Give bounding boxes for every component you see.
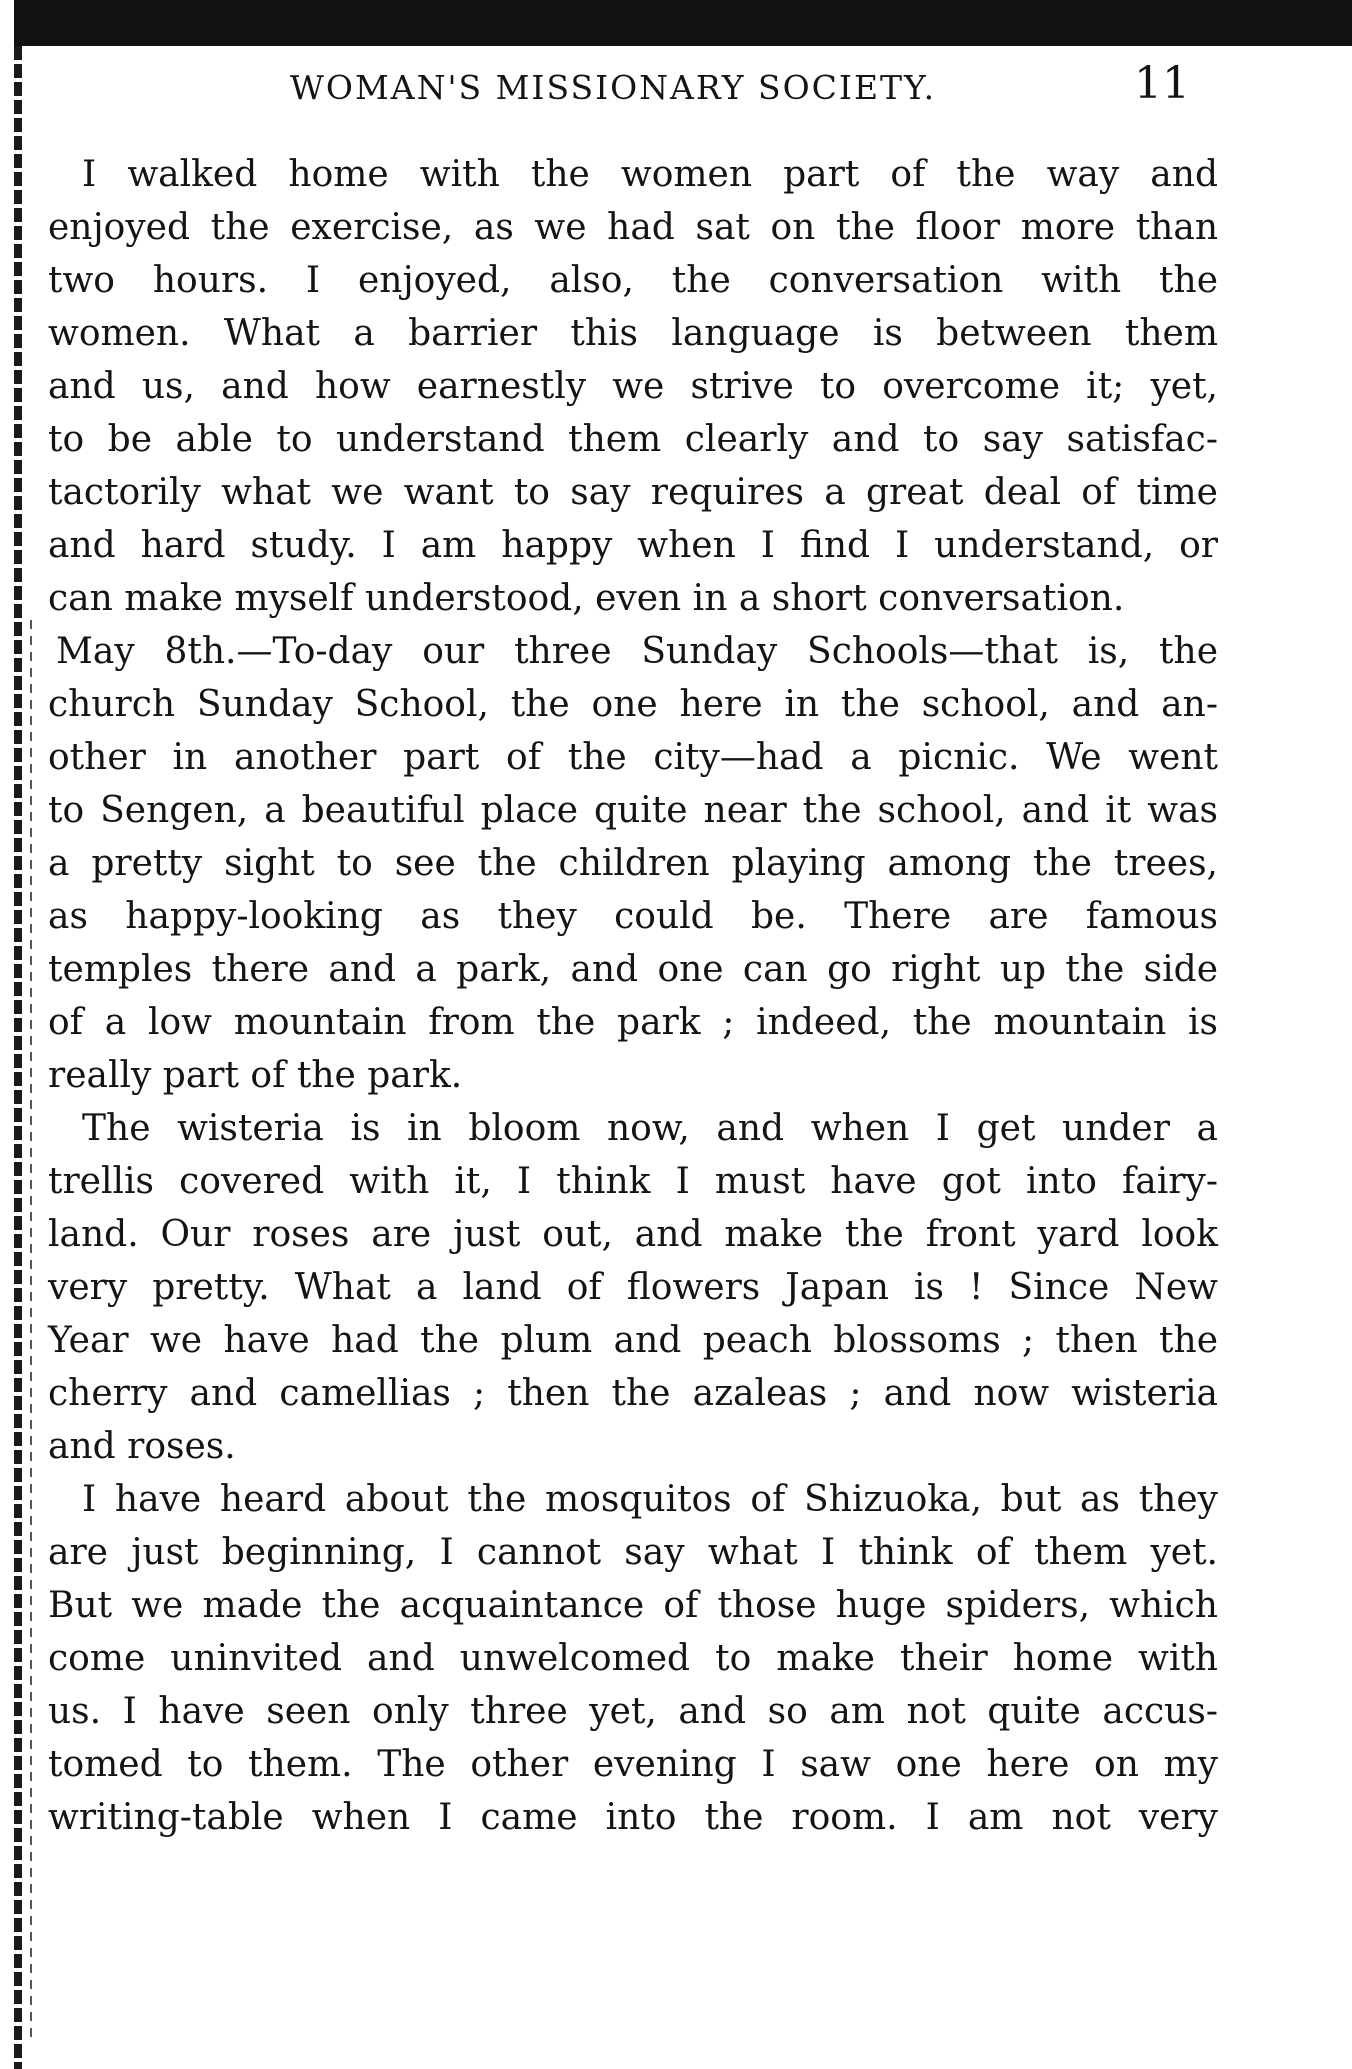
scan-binding-edge	[14, 46, 22, 2069]
text-line: tactorily what we want to say requires a great deal of time	[48, 472, 1218, 513]
text-line: enjoyed the exercise, as we had sat on the floor more than	[48, 207, 1218, 248]
text-line: to Sengen, a beautiful place quite near the school, and it was	[48, 790, 1218, 831]
text-line: I have heard about the mosquitos of Shizuoka, but as they	[82, 1479, 1218, 1520]
text-line: of a low mountain from the park ; indeed, the mountain is	[48, 1002, 1218, 1043]
text-line: are just beginning, I cannot say what I think of them yet.	[48, 1532, 1218, 1573]
text-line: us. I have seen only three yet, and so am not quite accus-	[48, 1691, 1218, 1732]
scan-margin-mark	[30, 620, 32, 2040]
text-line: temples there and a park, and one can go right up the side	[48, 949, 1218, 990]
text-line: and us, and how earnestly we strive to overcome it; yet,	[48, 366, 1218, 407]
running-title: WOMAN'S MISSIONARY SOCIETY.	[290, 68, 937, 107]
text-line: and hard study. I am happy when I find I understand, or	[48, 525, 1218, 566]
body-text	[48, 148, 1218, 1844]
text-line: really part of the park.	[48, 1055, 463, 1096]
text-line: other in another part of the city—had a picnic. We went	[48, 737, 1218, 778]
scan-top-border	[14, 0, 1352, 46]
text-line: as happy-looking as they could be. There are famous	[48, 896, 1218, 937]
text-line: to be able to understand them clearly and to say satisfac-	[48, 419, 1218, 460]
text-line: tomed to them. The other evening I saw one here on my	[48, 1744, 1218, 1785]
text-line: trellis covered with it, I think I must have got into fairy-	[48, 1161, 1218, 1202]
text-line: and roses.	[48, 1426, 236, 1467]
text-line: cherry and camellias ; then the azaleas ; and now wisteria	[48, 1373, 1218, 1414]
text-line: very pretty. What a land of flowers Japan is ! Since New	[48, 1267, 1218, 1308]
text-line: But we made the acquaintance of those huge spiders, which	[48, 1585, 1218, 1626]
text-line: can make myself understood, even in a short conversation.	[48, 578, 1125, 619]
text-line: two hours. I enjoyed, also, the conversation with the	[48, 260, 1218, 301]
page-header	[60, 58, 1190, 118]
page-number: 11	[1134, 58, 1190, 109]
text-line: writing-table when I came into the room. I am not very	[48, 1797, 1218, 1838]
text-line: I walked home with the women part of the way and	[82, 154, 1218, 195]
text-line: a pretty sight to see the children playing among the trees,	[48, 843, 1218, 884]
text-line: come uninvited and unwelcomed to make their home with	[48, 1638, 1218, 1679]
text-line: May 8th.—To-day our three Sunday Schools—that is, the	[56, 631, 1218, 672]
text-line: land. Our roses are just out, and make the front yard look	[48, 1214, 1218, 1255]
text-line: women. What a barrier this language is between them	[48, 313, 1218, 354]
text-line: The wisteria is in bloom now, and when I get under a	[82, 1108, 1218, 1149]
text-line: Year we have had the plum and peach blossoms ; then the	[48, 1320, 1218, 1361]
text-line: church Sunday School, the one here in the school, and an-	[48, 684, 1218, 725]
